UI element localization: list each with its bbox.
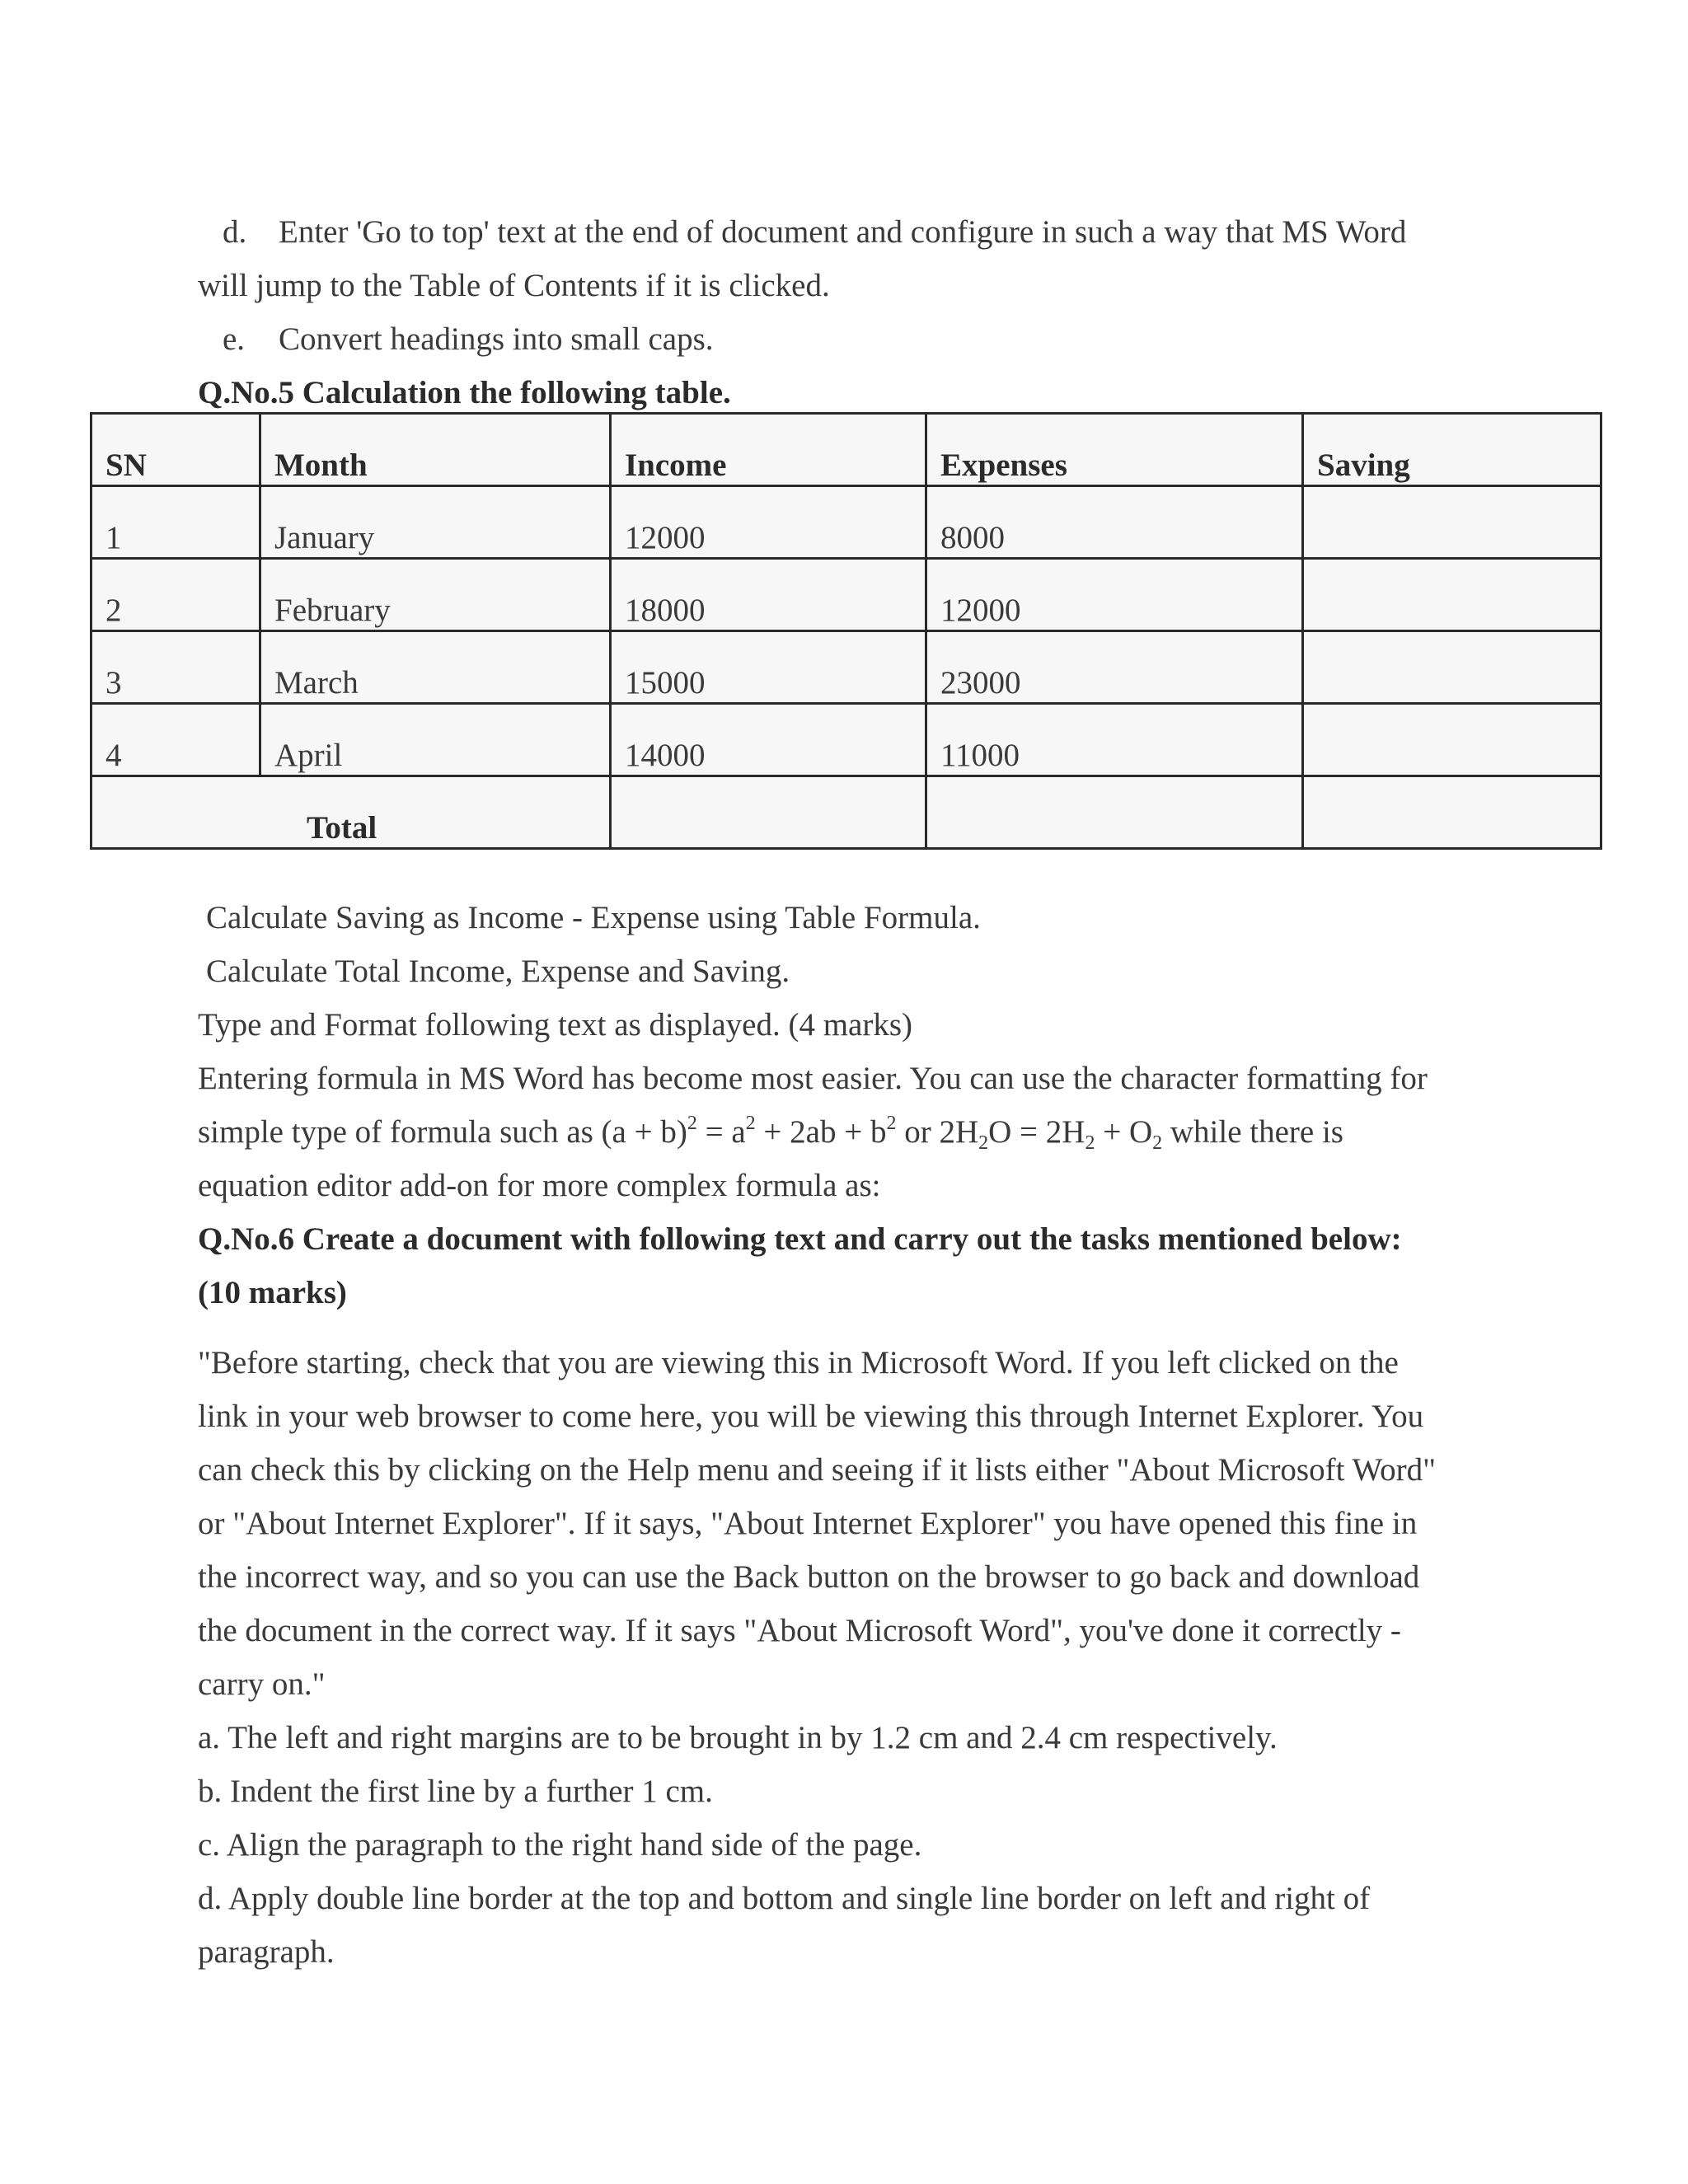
cell-sn: 2	[91, 559, 260, 631]
subscript: 2	[1085, 1132, 1095, 1154]
table-header-row	[91, 414, 1601, 486]
cell-month: April	[260, 704, 611, 776]
cell-income: 14000	[611, 704, 926, 776]
table-row	[91, 704, 1601, 776]
quote-line: or "About Internet Explorer". If it says, "About Internet Explorer" you have opened this fine in	[198, 1506, 1418, 1541]
superscript: 2	[886, 1113, 897, 1134]
cell-expenses: 23000	[926, 631, 1303, 704]
quote-line: the incorrect way, and so you can use the Back button on the browser to go back and download	[198, 1559, 1420, 1595]
calculation-table	[90, 412, 1602, 850]
total-label: Total	[91, 776, 611, 849]
list-marker-d: d.	[223, 214, 247, 250]
table-row	[91, 631, 1601, 704]
cell-saving	[1303, 486, 1601, 559]
quote-line: can check this by clicking on the Help menu and seeing if it lists either "About Microsoft Word"	[198, 1452, 1437, 1488]
cell-saving	[1303, 704, 1601, 776]
subscript: 2	[978, 1132, 989, 1154]
q6-heading-line1: Q.No.6 Create a document with following text and carry out the tasks mentioned below:	[198, 1221, 1402, 1257]
cell-income: 12000	[611, 486, 926, 559]
superscript: 2	[745, 1113, 756, 1134]
cell-expenses: 12000	[926, 559, 1303, 631]
q5-heading: Q.No.5 Calculation the following table.	[198, 375, 731, 410]
task-d-line2: paragraph.	[198, 1934, 335, 1970]
cell-income: 15000	[611, 631, 926, 704]
instruction-e: e. Convert headings into small caps.	[223, 319, 714, 360]
quote-line: the document in the correct way. If it says "About Microsoft Word", you've done it correctly -	[198, 1613, 1401, 1648]
cell-month: March	[260, 631, 611, 704]
quote-line: carry on."	[198, 1666, 326, 1702]
cell-saving	[1303, 559, 1601, 631]
header-saving: Saving	[1303, 414, 1601, 486]
q5-instruction-3: Type and Format following text as displayed. (4 marks)	[198, 1007, 913, 1043]
task-c: c. Align the paragraph to the right hand side of the page.	[198, 1827, 922, 1863]
formula-para-line3: equation editor add-on for more complex formula as:	[198, 1168, 881, 1203]
total-income-cell	[611, 776, 926, 849]
subscript: 2	[1152, 1132, 1163, 1154]
task-a: a. The left and right margins are to be brought in by 1.2 cm and 2.4 cm respectively.	[198, 1720, 1278, 1755]
instruction-d-line1: d. Enter 'Go to top' text at the end of document and configure in such a way that MS Word	[223, 212, 1406, 253]
cell-month: February	[260, 559, 611, 631]
cell-month: January	[260, 486, 611, 559]
header-sn: SN	[91, 414, 260, 486]
cell-expenses: 11000	[926, 704, 1303, 776]
q6-heading-line2: (10 marks)	[198, 1275, 347, 1310]
header-month: Month	[260, 414, 611, 486]
cell-expenses: 8000	[926, 486, 1303, 559]
header-expenses: Expenses	[926, 414, 1303, 486]
cell-sn: 3	[91, 631, 260, 704]
cell-sn: 4	[91, 704, 260, 776]
formula-para-line2: simple type of formula such as $(a + b)^2 = a^2 + 2ab + b^2$ or $2H_2O = 2H_2 + O_2$ while there is	[198, 1113, 1343, 1154]
task-d-line1: d. Apply double line border at the top and bottom and single line border on left and right of	[198, 1881, 1371, 1916]
instruction-d-line2: will jump to the Table of Contents if it is clicked.	[198, 268, 830, 303]
cell-income: 18000	[611, 559, 926, 631]
total-expenses-cell	[926, 776, 1303, 849]
superscript: 2	[687, 1113, 697, 1134]
q5-instruction-1: Calculate Saving as Income - Expense using Table Formula.	[206, 900, 981, 935]
table-total-row	[91, 776, 1601, 849]
quote-line: "Before starting, check that you are viewing this in Microsoft Word. If you left clicked on the	[198, 1345, 1399, 1380]
list-marker-e: e.	[223, 321, 246, 357]
header-income: Income	[611, 414, 926, 486]
total-saving-cell	[1303, 776, 1601, 849]
formula-para-line1: Entering formula in MS Word has become most easier. You can use the character formatting for	[198, 1061, 1428, 1096]
task-b: b. Indent the first line by a further 1 cm.	[198, 1774, 713, 1809]
cell-saving	[1303, 631, 1601, 704]
cell-sn: 1	[91, 486, 260, 559]
table-row	[91, 559, 1601, 631]
quote-line: link in your web browser to come here, you will be viewing this through Internet Explorer. You	[198, 1399, 1424, 1434]
q5-instruction-2: Calculate Total Income, Expense and Saving.	[206, 954, 790, 989]
table-row	[91, 486, 1601, 559]
